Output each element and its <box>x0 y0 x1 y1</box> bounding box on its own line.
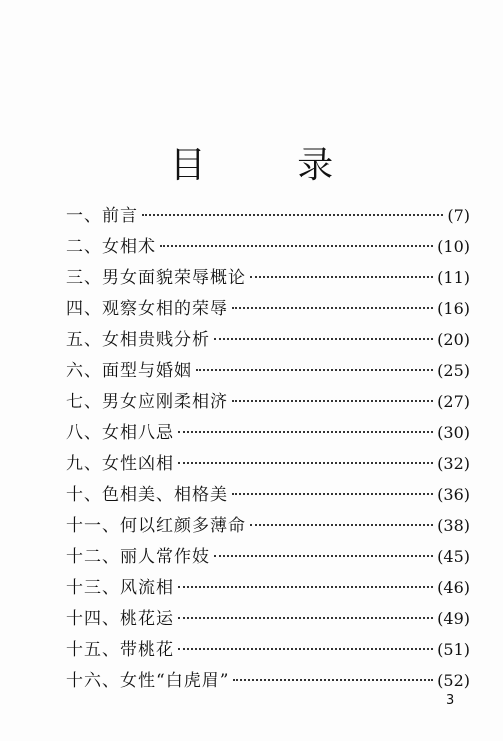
toc-entry-page: (27) <box>437 392 470 411</box>
toc-entry-page: (7) <box>447 206 470 225</box>
toc-dot-leader <box>214 338 433 340</box>
toc-dot-leader <box>178 617 433 619</box>
toc-entry-label: 七、男女应刚柔相济 <box>66 392 228 412</box>
page-number: 3 <box>446 693 455 708</box>
toc-dot-leader <box>142 214 443 216</box>
toc-entry-label: 八、女相八忌 <box>66 423 174 443</box>
toc-dot-leader <box>160 245 433 247</box>
toc-entry <box>66 293 470 324</box>
toc-entry-label: 三、男女面貌荣辱概论 <box>66 268 246 288</box>
toc-dot-leader <box>232 493 433 495</box>
toc-entry-label: 十六、女性“白虎眉” <box>66 671 230 691</box>
toc-entry <box>66 448 470 479</box>
toc-entry-label: 四、观察女相的荣辱 <box>66 299 228 319</box>
toc-entry-label: 二、女相术 <box>66 237 156 257</box>
toc-dot-leader <box>233 679 433 681</box>
toc-entry-label: 一、前言 <box>66 206 138 226</box>
toc-entry <box>66 355 470 386</box>
toc-entry <box>66 572 470 603</box>
toc-entry-label: 十三、风流相 <box>66 578 174 598</box>
toc-entry-label: 十一、何以红颜多薄命 <box>66 516 246 536</box>
toc-entry <box>66 417 470 448</box>
toc-entry <box>66 231 470 262</box>
toc-entry-label: 五、女相贵贱分析 <box>66 330 210 350</box>
toc-entry <box>66 262 470 293</box>
toc-entry-label: 十二、丽人常作妓 <box>66 547 210 567</box>
toc-entry <box>66 665 470 696</box>
toc-entry-page: (45) <box>437 547 470 566</box>
toc-entry-page: (49) <box>437 609 470 628</box>
toc-entry <box>66 510 470 541</box>
table-of-contents <box>66 200 470 696</box>
toc-dot-leader <box>178 586 433 588</box>
toc-entry-page: (46) <box>437 578 470 597</box>
toc-entry <box>66 200 470 231</box>
toc-dot-leader <box>196 369 433 371</box>
toc-entry-page: (38) <box>437 516 470 535</box>
toc-entry-page: (52) <box>437 671 470 690</box>
toc-entry-label: 十四、桃花运 <box>66 609 174 629</box>
toc-entry-page: (36) <box>437 485 470 504</box>
toc-entry <box>66 324 470 355</box>
toc-entry <box>66 541 470 572</box>
toc-entry <box>66 603 470 634</box>
toc-dot-leader <box>250 524 433 526</box>
toc-entry-page: (51) <box>437 640 470 659</box>
toc-dot-leader <box>250 276 433 278</box>
toc-entry-page: (16) <box>437 299 470 318</box>
toc-entry-label: 十五、带桃花 <box>66 640 174 660</box>
toc-dot-leader <box>178 648 433 650</box>
toc-entry <box>66 634 470 665</box>
page-title: 目 录 <box>169 145 374 187</box>
toc-entry-page: (20) <box>437 330 470 349</box>
toc-entry-label: 六、面型与婚姻 <box>66 361 192 381</box>
toc-dot-leader <box>178 431 433 433</box>
toc-entry-page: (30) <box>437 423 470 442</box>
toc-entry-page: (10) <box>437 237 470 256</box>
toc-entry-label: 十、色相美、相格美 <box>66 485 228 505</box>
toc-entry <box>66 386 470 417</box>
toc-dot-leader <box>178 462 433 464</box>
toc-dot-leader <box>232 400 433 402</box>
toc-entry-page: (25) <box>437 361 470 380</box>
toc-entry-page: (11) <box>437 268 470 287</box>
toc-entry-label: 九、女性凶相 <box>66 454 174 474</box>
toc-dot-leader <box>214 555 433 557</box>
toc-entry-page: (32) <box>437 454 470 473</box>
toc-entry <box>66 479 470 510</box>
toc-dot-leader <box>232 307 433 309</box>
